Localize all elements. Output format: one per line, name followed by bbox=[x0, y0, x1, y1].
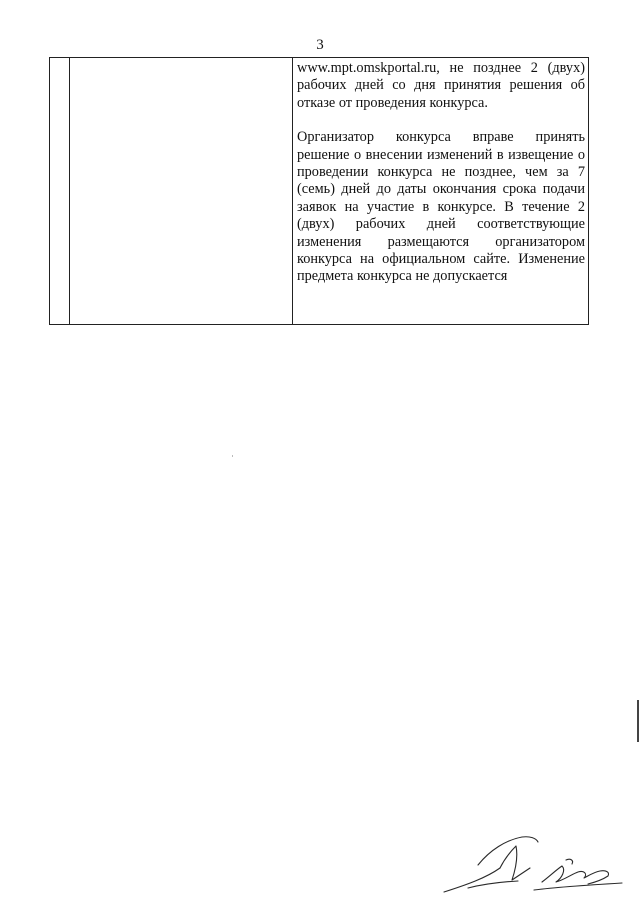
table-cell-name bbox=[70, 58, 293, 325]
scan-edge-mark bbox=[637, 700, 639, 742]
paragraph-amendment-rules: Организатор конкурса вправе принять решение о внесении изменений в извещение о проведении конкурса не позднее, чем за 7 (семь) дней до даты окончания срока подачи заявок на участие в конкурсе. В течение 2 (двух) рабочих дней соответствующие изменения размещаются организатором конкурса на официальном сайте. Изменение предмета конкурса не допускается bbox=[297, 129, 585, 285]
table-row bbox=[50, 58, 589, 325]
scan-speck bbox=[232, 455, 233, 457]
page-number: 3 bbox=[316, 37, 324, 53]
handwritten-signature-icon bbox=[438, 830, 628, 900]
paragraph-cancellation-notice: www.mpt.omskportal.ru, не позднее 2 (двух) рабочих дней со дня принятия решения об отказе от проведения конкурса. bbox=[297, 60, 585, 111]
table-cell-content bbox=[293, 58, 589, 325]
table-cell-number bbox=[50, 58, 70, 325]
document-table bbox=[49, 57, 589, 325]
